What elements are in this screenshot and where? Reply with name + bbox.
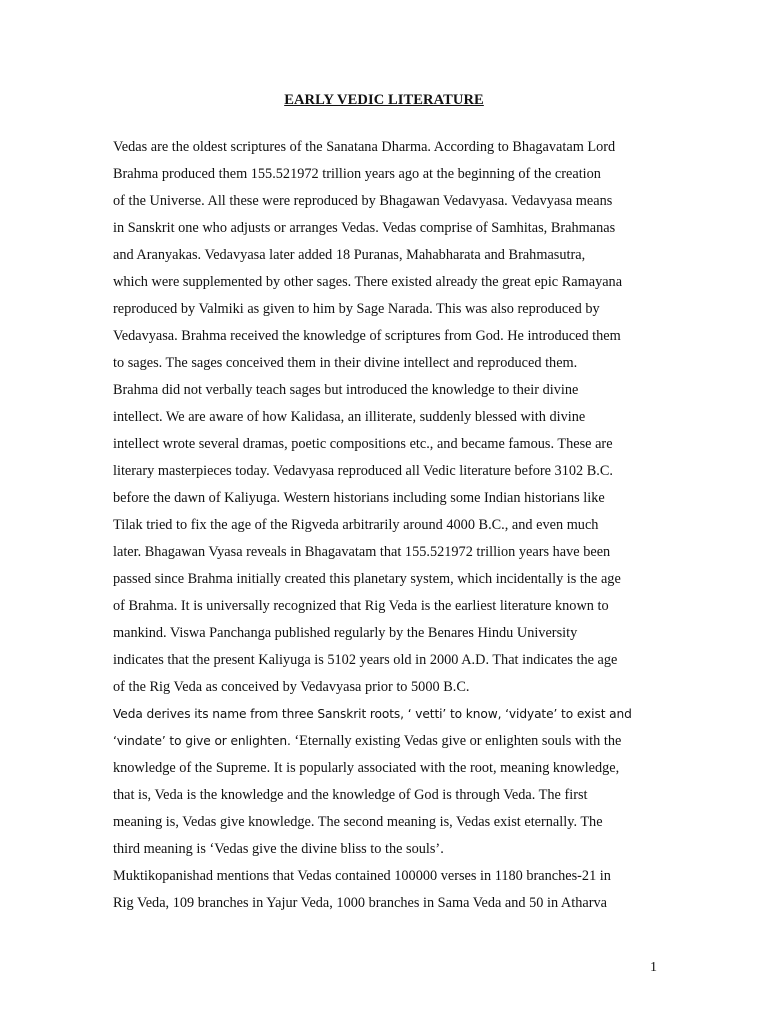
text-line: which were supplemented by other sages. There existed already the great epic Ramayana: [113, 274, 623, 290]
text-line: later. Bhagawan Vyasa reveals in Bhagavatam that 155.521972 trillion years have been: [113, 544, 611, 560]
text-line: Vedas are the oldest scriptures of the Sanatana Dharma. According to Bhagavatam Lord: [113, 139, 616, 155]
etymology-text: ‘vindate’ to give or enlighten.: [113, 734, 291, 748]
text-line: to sages. The sages conceived them in their divine intellect and reproduced them.: [113, 355, 578, 371]
text-line: Brahma did not verbally teach sages but introduced the knowledge to their divine: [113, 382, 579, 398]
text-span: ‘Eternally existing Vedas give or enlighten souls with the: [290, 733, 622, 749]
text-line: in Sanskrit one who adjusts or arranges Vedas. Vedas comprise of Samhitas, Brahmanas: [113, 220, 616, 236]
text-line: Muktikopanishad mentions that Vedas contained 100000 verses in 1180 branches-21 in: [113, 868, 611, 884]
text-line: passed since Brahma initially created this planetary system, which incidentally is the age: [113, 571, 621, 587]
document-title: EARLY VEDIC LITERATURE: [284, 92, 484, 108]
text-line: intellect. We are aware of how Kalidasa, an illiterate, suddenly blessed with divine: [113, 409, 586, 425]
text-line: reproduced by Valmiki as given to him by Sage Narada. This was also reproduced by: [113, 301, 600, 317]
text-line: literary masterpieces today. Vedavyasa reproduced all Vedic literature before 3102 B.C.: [113, 463, 613, 479]
text-line: mankind. Viswa Panchanga published regularly by the Benares Hindu University: [113, 625, 578, 641]
text-line: [113, 701, 673, 728]
text-line: indicates that the present Kaliyuga is 5102 years old in 2000 A.D. That indicates the age: [113, 652, 618, 668]
text-line: of the Rig Veda as conceived by Vedavyasa prior to 5000 B.C.: [113, 679, 470, 695]
etymology-text: Veda derives its name from three Sanskrit roots, ‘ vetti’ to know, ‘vidyate’ to exist and: [113, 707, 632, 721]
document-body: [113, 134, 673, 917]
text-line: that is, Veda is the knowledge and the knowledge of God is through Veda. The first: [113, 787, 588, 803]
text-line: of the Universe. All these were reproduced by Bhagawan Vedavyasa. Vedavyasa means: [113, 193, 613, 209]
text-line: [113, 728, 673, 755]
text-line: Brahma produced them 155.521972 trillion years ago at the beginning of the creation: [113, 166, 601, 182]
page-number: 1: [650, 960, 657, 975]
text-line: knowledge of the Supreme. It is popularly associated with the root, meaning knowledge,: [113, 760, 620, 776]
text-line: before the dawn of Kaliyuga. Western historians including some Indian historians like: [113, 490, 605, 506]
text-line: intellect wrote several dramas, poetic compositions etc., and became famous. These are: [113, 436, 613, 452]
text-line: meaning is, Vedas give knowledge. The second meaning is, Vedas exist eternally. The: [113, 814, 603, 830]
text-line: and Aranyakas. Vedavyasa later added 18 Puranas, Mahabharata and Brahmasutra,: [113, 247, 586, 263]
text-line: of Brahma. It is universally recognized that Rig Veda is the earliest literature known to: [113, 598, 609, 614]
text-line: Tilak tried to fix the age of the Rigveda arbitrarily around 4000 B.C., and even much: [113, 517, 599, 533]
text-line: Vedavyasa. Brahma received the knowledge of scriptures from God. He introduced them: [113, 328, 621, 344]
text-line: Rig Veda, 109 branches in Yajur Veda, 1000 branches in Sama Veda and 50 in Atharva: [113, 895, 607, 911]
text-line: third meaning is ‘Vedas give the divine bliss to the souls’.: [113, 841, 444, 857]
